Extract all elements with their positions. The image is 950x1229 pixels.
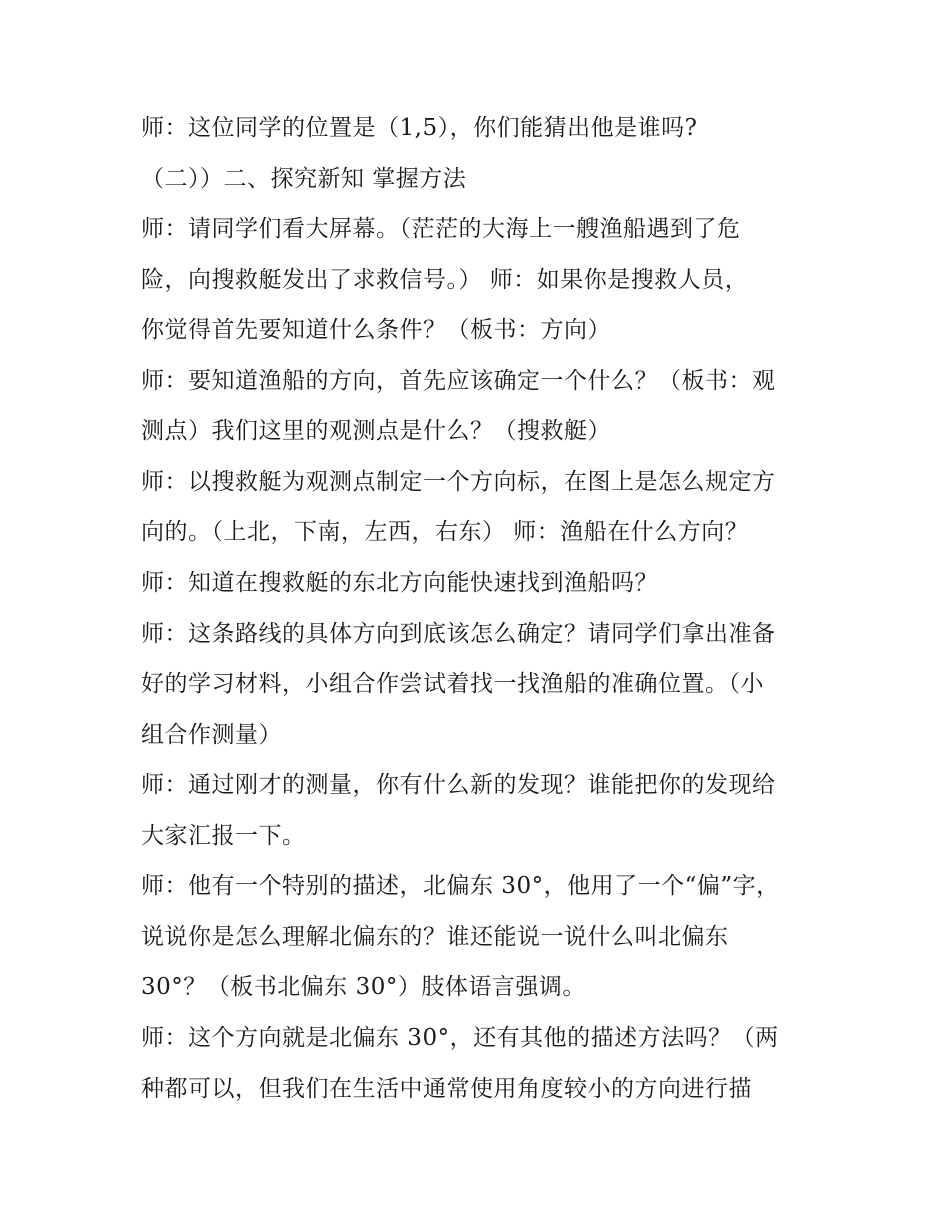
text-line-6: 师：要知道渔船的方向，首先应该确定一个什么？（板书：观 xyxy=(141,368,776,394)
text-line-5: 你觉得首先要知道什么条件？（板书：方向） xyxy=(141,317,611,343)
text-line-10: 师：知道在搜救艇的东北方向能快速找到渔船吗？ xyxy=(141,570,658,596)
text-line-3: 师：请同学们看大屏幕。（茫茫的大海上一艘渔船遇到了危 xyxy=(141,216,741,242)
text-line-9: 向的。（上北，下南，左西，右东） 师：渔船在什么方向？ xyxy=(141,519,749,545)
text-line-8: 师：以搜救艇为观测点制定一个方向标，在图上是怎么规定方 xyxy=(141,469,776,495)
text-line-7: 测点）我们这里的观测点是什么？（搜救艇） xyxy=(141,418,611,444)
text-line-13: 组合作测量） xyxy=(141,722,282,748)
text-line-15: 大家汇报一下。 xyxy=(141,823,306,849)
text-line-11: 师：这条路线的具体方向到底该怎么确定？请同学们拿出准备 xyxy=(141,621,776,647)
text-line-16: 师：他有一个特别的描述，北偏东 30°，他用了一个“偏”字， xyxy=(141,873,780,899)
text-line-2: （二））二、探究新知 掌握方法 xyxy=(141,166,467,192)
text-line-4: 险，向搜救艇发出了求救信号。） 师：如果你是搜救人员， xyxy=(141,267,749,293)
text-line-20: 种都可以，但我们在生活中通常使用角度较小的方向进行描 xyxy=(141,1076,752,1102)
text-line-18: 30°？（板书北偏东 30°）肢体语言强调。 xyxy=(141,974,586,1000)
text-line-1: 师：这位同学的位置是（1,5），你们能猜出他是谁吗? xyxy=(141,115,698,141)
text-line-12: 好的学习材料，小组合作尝试着找一找渔船的准确位置。（小 xyxy=(141,671,764,697)
text-line-17: 说说你是怎么理解北偏东的？谁还能说一说什么叫北偏东 xyxy=(141,924,729,950)
text-line-19: 师：这个方向就是北偏东 30°，还有其他的描述方法吗？（两 xyxy=(141,1025,779,1051)
text-line-14: 师：通过刚才的测量，你有什么新的发现？谁能把你的发现给 xyxy=(141,772,776,798)
